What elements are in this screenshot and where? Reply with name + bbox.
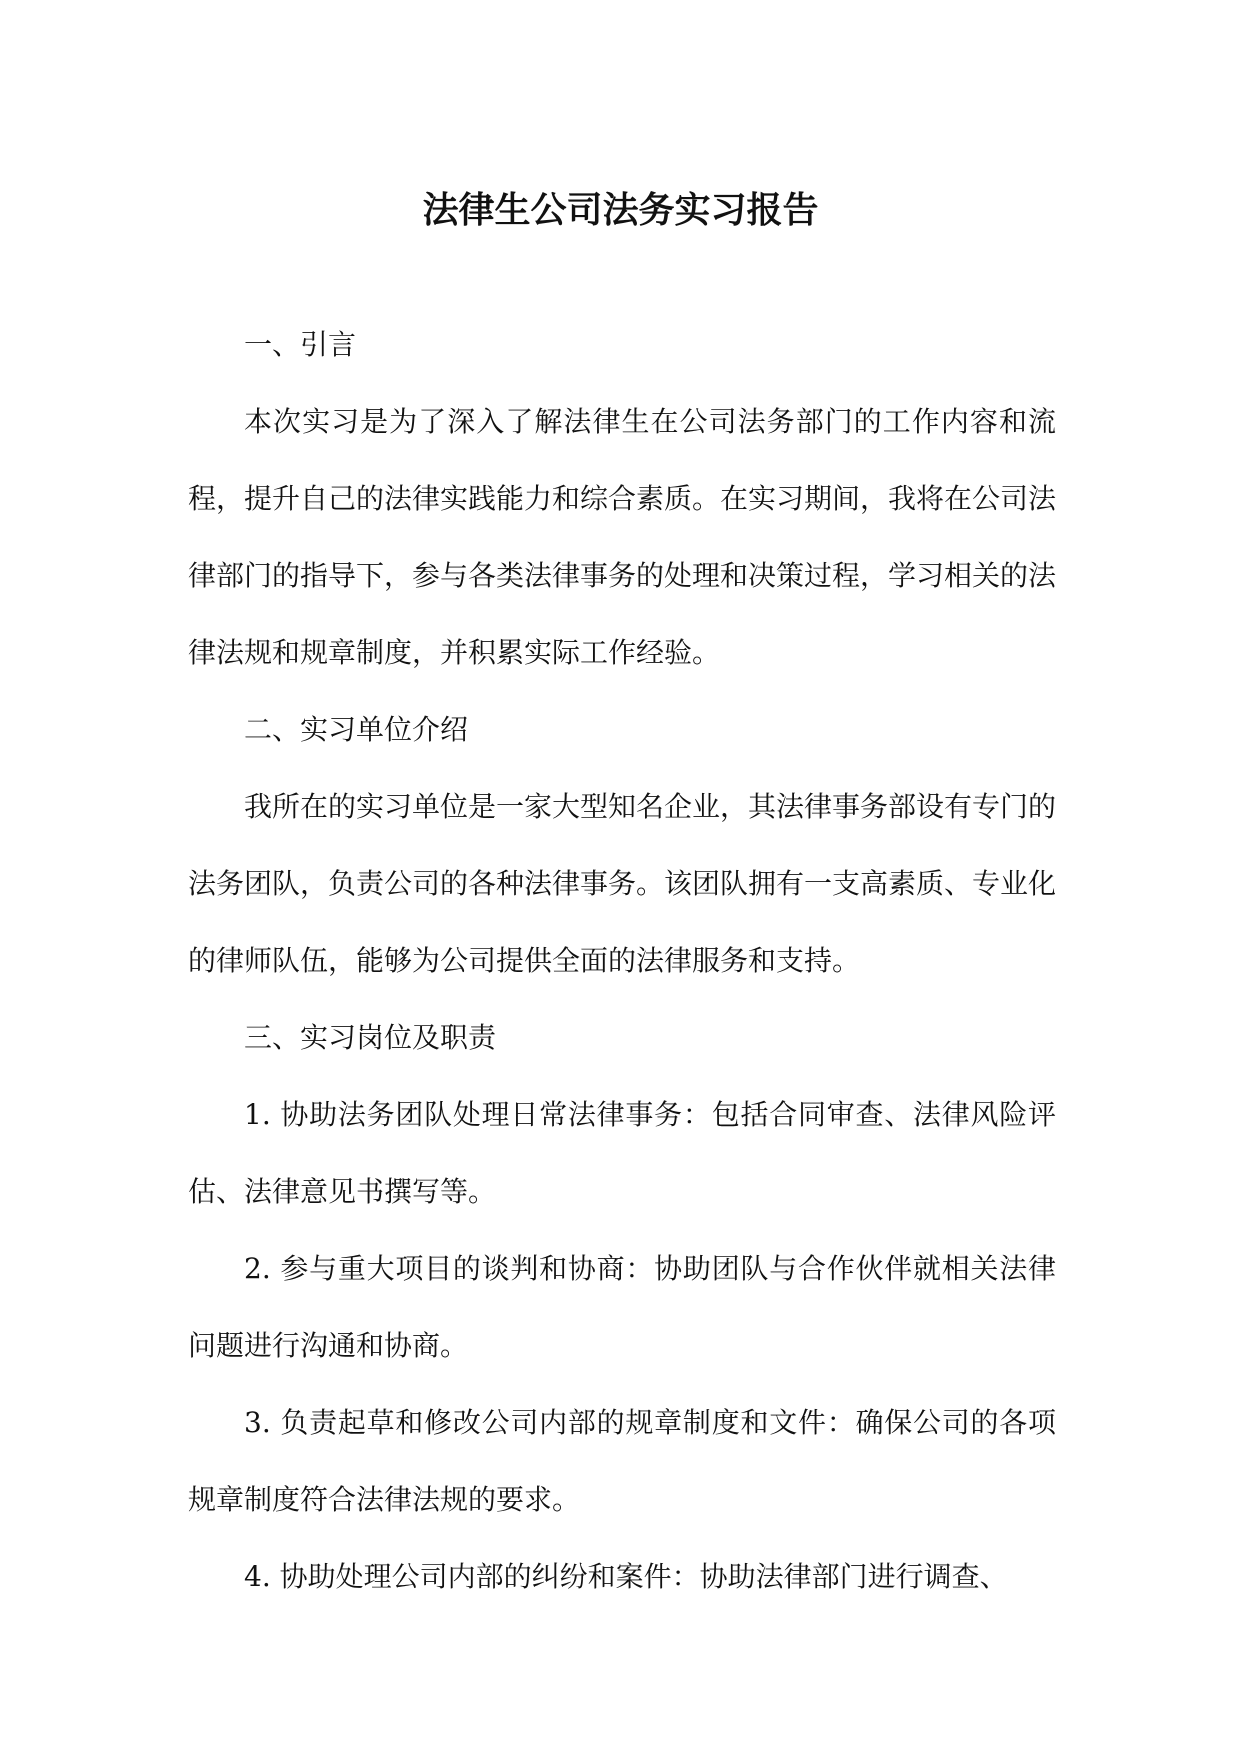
duty-item-2: 2. 参与重大项目的谈判和协商：协助团队与合作伙伴就相关法律问题进行沟通和协商。 xyxy=(188,1252,1056,1362)
duty-item-4: 4. 协助处理公司内部的纠纷和案件：协助法律部门进行调查、 xyxy=(244,1560,1008,1593)
section-heading-duties: 三、实习岗位及职责 xyxy=(244,1021,497,1054)
paragraph-organization: 我所在的实习单位是一家大型知名企业，其法律事务部设有专门的法务团队，负责公司的各种法律事务。该团队拥有一支高素质、专业化的律师队伍，能够为公司提供全面的法律服务和支持。 xyxy=(188,790,1057,977)
section-heading-introduction: 一、引言 xyxy=(244,328,357,361)
section-heading-organization: 二、实习单位介绍 xyxy=(244,713,469,746)
document-body xyxy=(188,306,1056,1615)
document-title: 法律生公司法务实习报告 xyxy=(422,189,819,231)
duty-item-1: 1. 协助法务团队处理日常法律事务：包括合同审查、法律风险评估、法律意见书撰写等。 xyxy=(188,1098,1056,1208)
paragraph-introduction: 本次实习是为了深入了解法律生在公司法务部门的工作内容和流程，提升自己的法律实践能力和综合素质。在实习期间，我将在公司法律部门的指导下，参与各类法律事务的处理和决策过程，学习相关的法律法规和规章制度，并积累实际工作经验。 xyxy=(188,405,1057,669)
duty-item-3: 3. 负责起草和修改公司内部的规章制度和文件：确保公司的各项规章制度符合法律法规的要求。 xyxy=(188,1406,1056,1516)
